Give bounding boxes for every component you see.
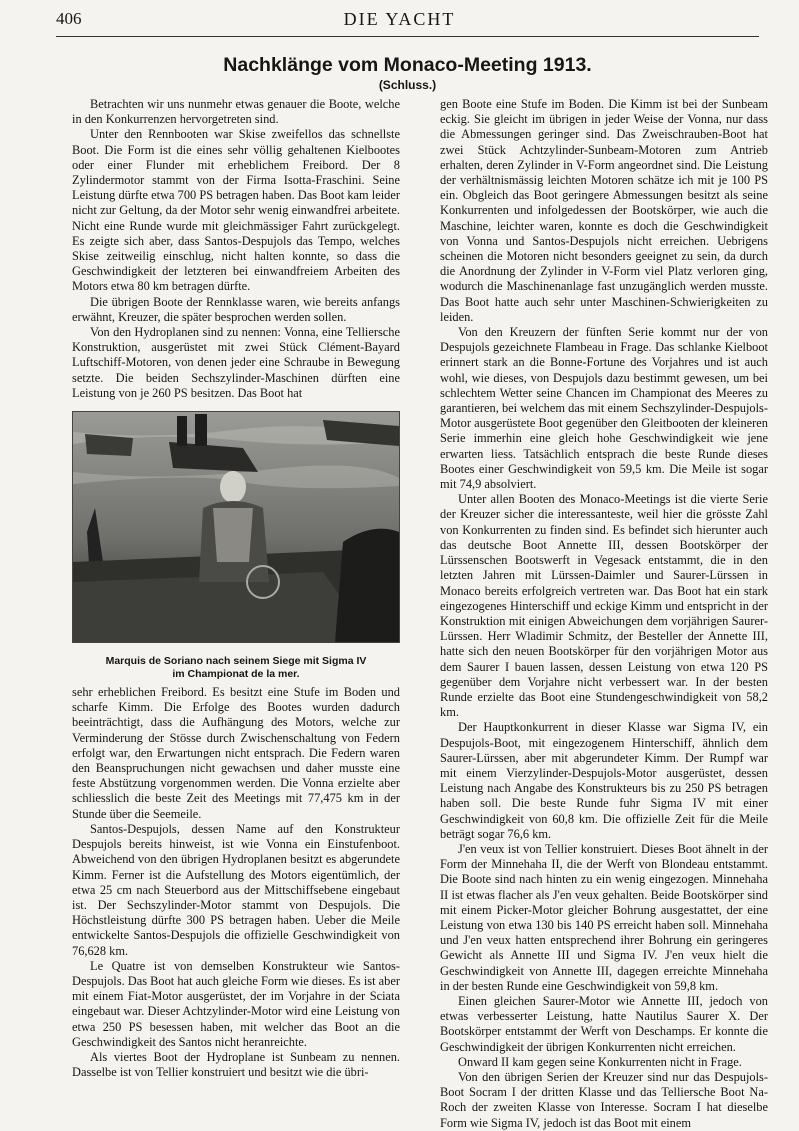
paragraph: Von den übrigen Serien der Kreuzer sind nur das Despujols-Boot Socram I der dritten Klasse und das Telliersche Boot Na-Roch der zweiten Klasse von Interesse. Socram I hat dieselbe Form wie Sigma IV, jedoch ist das Boot mit einem <box>440 1070 768 1130</box>
running-title: DIE YACHT <box>343 9 456 29</box>
page-number: 406 <box>56 9 82 28</box>
left-column <box>72 97 400 1080</box>
paragraph: Betrachten wir uns nunmehr etwas genauer die Boote, welche in den Konkurrenzen hervorgetreten sind. <box>72 97 400 127</box>
paragraph: gen Boote eine Stufe im Boden. Die Kimm ist bei der Sunbeam eckig. Sie gleicht im übrigen in jeder Weise der Vonna, nur dass die Abmessungen geringer sind. Das Zweischrauben-Boot hat zwei Stück Achtzylinder-Sunbeam-Motoren zum Antrieb erhalten, deren Zylinder in V-Form angeordnet sind. Die Leistung der verhältnismässig leichten Motoren schätze ich mit je 100 PS ein. Obgleich das Boot geringere Abmessungen besitzt als seine Konkurrenten und infolgedessen der Bootskörper, wie auch die Maschine, leichter waren, konnte es doch die Geschwindigkeit von Vonna und Santos-Despujols nicht erreichen. Uebrigens scheinen die Motoren nicht besonders geeignet zu sein, da durch die Anordnung der Zylinder in V-Form viel Platz verloren ging, wodurch die Maschinenanlage fast unzugänglich werden musste. Das Boot hatte auch sehr unter Maschinen-Schwierigkeiten zu leiden. <box>440 97 768 324</box>
paragraph: Die übrigen Boote der Rennklasse waren, wie bereits anfangs erwähnt, Kreuzer, die später besprochen werden sollen. <box>72 294 400 324</box>
article-title: Nachklänge vom Monaco-Meeting 1913. <box>223 54 592 76</box>
paragraph: Onward II kam gegen seine Konkurrenten nicht in Frage. <box>458 1054 742 1069</box>
photo-figure <box>72 411 400 681</box>
paragraph: Von den Kreuzern der fünften Serie kommt nur der von Despujols gezeichnete Flambeau in Frage. Das schlanke Kielboot erinnert stark an die Bonne-Fortune des Vorjahres und ist auch wohl, wie dieses, von Despujols dazu bestimmt gewesen, um bei schlechtem Wetter seine Chancen im Championat des Meeres zu garantieren, bei welchem das mit einem Sechszylinder-Despujols-Motor ausgerüstete Boot gegenüber den Gleitbooten der kleineren Serie immerhin eine gleich hohe Geschwindigkeit wie jene erwarten liess. Tatsächlich entsprach die beste Runde dieses Bootes einer Geschwindigkeit von 59,5 km. Die Meile ist sogar mit 74,9 absolviert. <box>440 325 768 492</box>
caption-line: Marquis de Soriano nach seinem Siege mit Sigma IV <box>105 655 367 668</box>
paragraph: Santos-Despujols, dessen Name auf den Konstrukteur Despujols bereits hinweist, ist wie Vonna ein Einstufenboot. Abweichend von den übrigen Hydroplanen besitzt es abgerundete Kimm. Ferner ist die Aufstellung des Motors eigentümlich, der etwa 25 cm nach Steuerbord aus der Mittschiffsebene eingebaut ist. Der Sechszylinder-Motor stammt von Despujols. Die Höchstleistung dürfte 300 PS betragen haben. Ueber die Meile entwickelte Santos-Despujols die offizielle Geschwindigkeit von 76,628 km. <box>72 821 400 958</box>
paragraph: sehr erheblichen Freibord. Es besitzt eine Stufe im Boden und scharfe Kimm. Die Erfolge des Bootes wurden dadurch beeinträchtigt, dass die Aufhängung des Motors, welche zur Verminderung der Stösse durch Zwischenschaltung von Federn erfolgt war, den Erwartungen nicht entsprach. Die Federn waren den Beanspruchungen nicht gewachsen und daher musste eine feste Abstützung vorgenommen werden. Die Vonna erzielte aber schliesslich die beste Zeit des Meetings mit 77,475 km in der Stunde über die Seemeile. <box>72 685 400 821</box>
photo-motorboat-image <box>72 411 400 643</box>
paragraph: Le Quatre ist von demselben Konstrukteur wie Santos-Despujols. Das Boot hat auch gleiche Form wie dieses. Es ist aber mit einem Fiat-Motor ausgerüstet, der im Vorjahre in der Sciata eingebaut war. Dieser Achtzylinder-Motor wird eine Leistung von etwa 250 PS besessen haben, mit welcher das Boot an die Geschwindigkeit des Santos nicht heranreichte. <box>72 958 400 1049</box>
paragraph: Als viertes Boot der Hydroplane ist Sunbeam zu nennen. Dasselbe ist von Tellier konstruiert und besitzt wie die übri- <box>72 1049 400 1080</box>
figure-caption <box>72 655 400 681</box>
paragraph: Der Hauptkonkurrent in dieser Klasse war Sigma IV, ein Despujols-Boot, mit eingezogenem Hinterschiff, ähnlich dem Saurer-Lürssen, aber mit abgerundeter Kimm. Der Rumpf war mit einem Vierzylinder-Despujols-Motor ausgerüstet, dessen Leistung nach Angabe des Konstrukteurs bis zu 250 PS betragen haben soll. Die beste Runde fuhr Sigma IV mit einer Geschwindigkeit von 60,8 km. Die offizielle Zeit für die Meile beträgt sogar 76,6 km. <box>440 720 768 841</box>
paragraph: Unter den Rennbooten war Skise zweifellos das schnellste Boot. Die Form ist die eines sehr völlig gehaltenen Kielbootes oder einer Flunder mit erheblichem Freibord. Der 8 Zylindermotor stammt von der Firma Isotta-Fraschini. Seine Leistung dürfte etwa 700 PS betragen haben. Das Boot kam leider nicht zur Geltung, da der Motor sehr wenig einwandfrei arbeitete. Nicht eine Runde wurde mit gleichmässiger Fahrt zurückgelegt. Es zeigte sich aber, dass Santos-Despujols das Tempo, welches Skise zeitweilig einschlug, nicht halten konnte, so dass die Geschwindigkeit der letzteren bei einwandfreiem Arbeiten des Motors etwa 80 km betragen dürfte. <box>72 127 400 294</box>
article-subtitle: (Schluss.) <box>378 78 437 92</box>
paragraph: Unter allen Booten des Monaco-Meetings ist die vierte Serie der Kreuzer sicher die interessanteste, weil hier die grösste Zahl von Konkurrenten zu finden sind. Es befindet sich hierunter auch das deutsche Boot Annette III, dessen Bootskörper der Lürssenschen Bootswerft in Vegesack entstammt, die in den letzten Jahren mit Lürssen-Daimler und Saurer-Lürssen in Monaco bereits erfolgreich vertreten war. Das Boot hat ein stark eingezogenes Hinterschiff und eckige Kimm und entspricht in der Konstruktion mit einigen Abweichungen dem vorjährigen Saurer-Lürssen. Herr Wladimir Schmitz, der Besteller der Annette III, hatte sich den neuen Bootskörper für den vorjährigen Motor aus dem Saurer I bauen lassen, dessen Leistung von etwa 120 PS gegenüber dem Vorjahre nicht verbessert war. In der besten Runde erzielte das Boot eine Stundengeschwindigkeit von 58,2 km. <box>440 492 768 720</box>
header-rule <box>56 36 759 37</box>
right-column <box>440 97 768 1131</box>
caption-line: im Championat de la mer. <box>172 668 300 681</box>
paragraph: Einen gleichen Saurer-Motor wie Annette III, jedoch von etwas verbesserter Leistung, hatte Nautilus Saurer X. Der Bootskörper entstammt der Werft von Deschamps. Er konnte die Geschwindigkeit der übrigen Konkurrenten nicht erreichen. <box>440 993 768 1054</box>
paragraph: J'en veux ist von Tellier konstruiert. Dieses Boot ähnelt in der Form der Minnehaha II, die der Werft von Blondeau entstammt. Die Boote sind nach hinten zu ein wenig eingezogen. Minnehaha II ist etwas flacher als J'en veux gehalten. Beide Bootskörper sind mit einem Picker-Motor gleicher Bohrung ausgestattet, der eine Leistung von etwa 130 bis 140 PS erreicht haben soll. Minnehaha und J'en veux hatten entsprechend ihrer Bohrung ein geringeres Gewicht als Annette III und Sigma IV. J'en veux hielt die Geschwindigkeit von Annette III, dagegen erreichte Minnehaha in der besten Runde eine Geschwindigkeit von 59,8 km. <box>440 841 768 993</box>
paragraph: Von den Hydroplanen sind zu nennen: Vonna, eine Telliersche Konstruktion, ausgerüstet mit zwei Stück Clément-Bayard Luftschiff-Motoren, von denen jeder eine Schraube in Bewegung setzte. Die beiden Sechszylinder-Maschinen dürften eine Leistung von je 260 PS besitzen. Das Boot hat <box>72 325 400 400</box>
